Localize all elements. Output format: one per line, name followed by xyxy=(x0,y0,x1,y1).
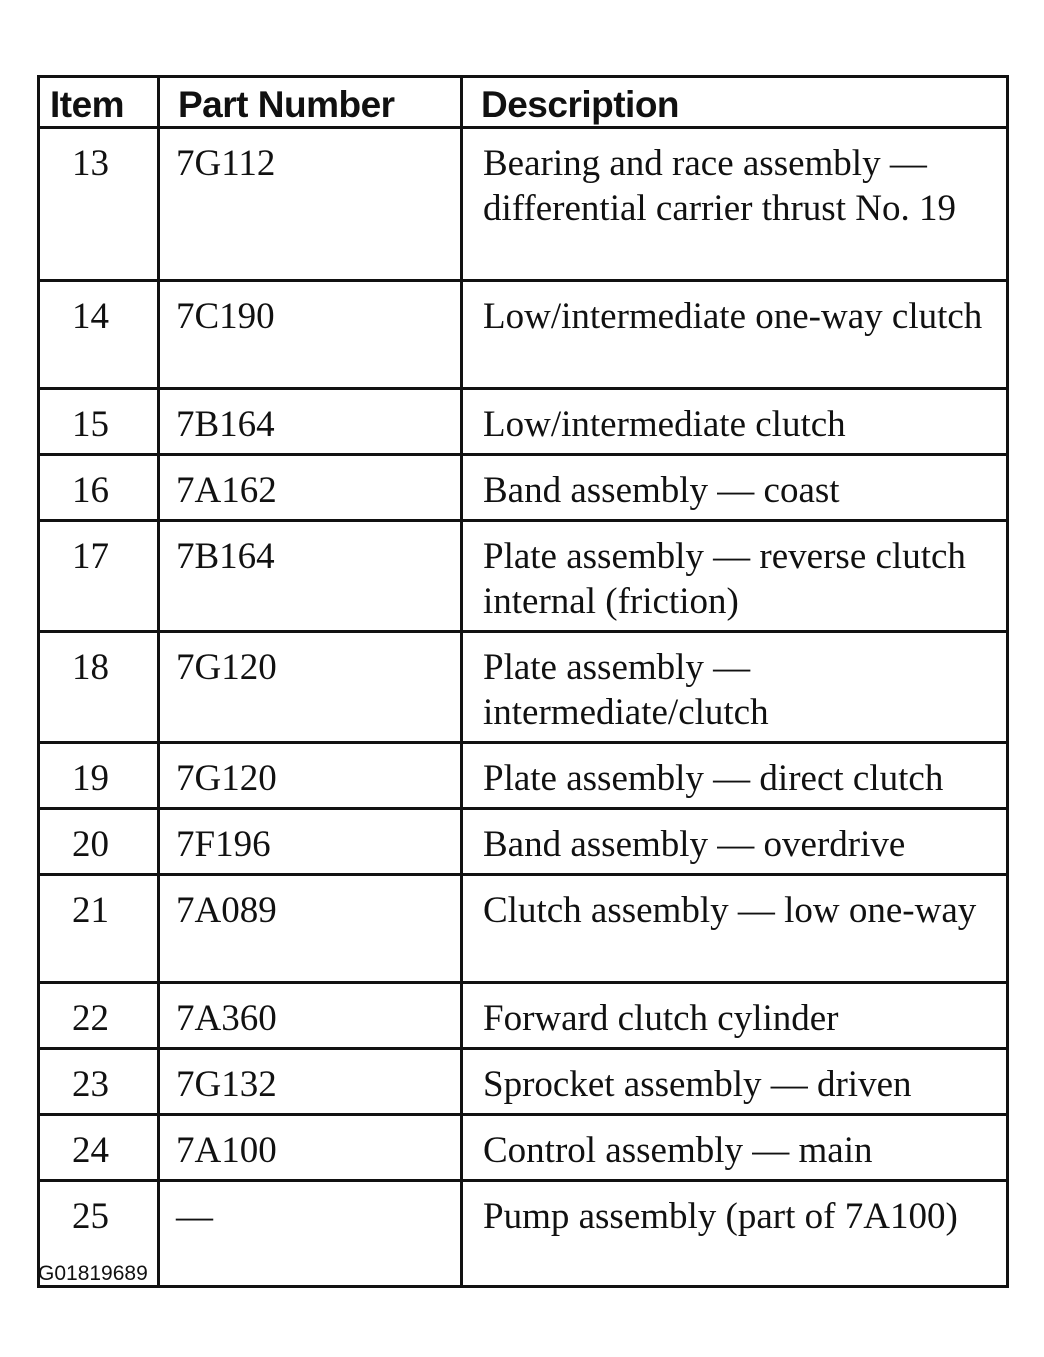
description-cell: Forward clutch cylinder xyxy=(462,983,1008,1049)
part-number-cell: 7A089 xyxy=(159,875,462,983)
item-cell: 25 xyxy=(39,1181,159,1287)
part-number-cell: 7B164 xyxy=(159,521,462,632)
table-row xyxy=(39,875,1008,983)
description-cell: Clutch assembly — low one-way xyxy=(462,875,1008,983)
header-description: Description xyxy=(462,77,1008,128)
description-cell: Band assembly — overdrive xyxy=(462,809,1008,875)
figure-id: G01819689 xyxy=(38,1262,148,1285)
item-cell: 16 xyxy=(39,455,159,521)
header-item: Item xyxy=(39,77,159,128)
description-cell: Pump assembly (part of 7A100) xyxy=(462,1181,1008,1287)
description-cell: Low/intermediate clutch xyxy=(462,389,1008,455)
table-row xyxy=(39,983,1008,1049)
description-cell: Band assembly — coast xyxy=(462,455,1008,521)
description-cell: Sprocket assembly — driven xyxy=(462,1049,1008,1115)
part-number-cell: 7C190 xyxy=(159,281,462,389)
description-cell: Low/intermediate one-way clutch xyxy=(462,281,1008,389)
part-number-cell: 7A162 xyxy=(159,455,462,521)
part-number-cell: — xyxy=(159,1181,462,1287)
table-row xyxy=(39,1049,1008,1115)
table-row xyxy=(39,128,1008,281)
item-cell: 19 xyxy=(39,743,159,809)
table-row xyxy=(39,521,1008,632)
item-cell: 15 xyxy=(39,389,159,455)
item-cell: 24 xyxy=(39,1115,159,1181)
item-cell: 14 xyxy=(39,281,159,389)
item-cell: 22 xyxy=(39,983,159,1049)
description-cell: Control assembly — main xyxy=(462,1115,1008,1181)
part-number-cell: 7F196 xyxy=(159,809,462,875)
table-row xyxy=(39,281,1008,389)
item-cell: 23 xyxy=(39,1049,159,1115)
header-part-number: Part Number xyxy=(159,77,462,128)
parts-table xyxy=(37,75,1009,1288)
table-row xyxy=(39,743,1008,809)
table-row xyxy=(39,455,1008,521)
description-cell: Plate assembly — intermediate/clutch xyxy=(462,632,1008,743)
table-row xyxy=(39,389,1008,455)
item-cell: 18 xyxy=(39,632,159,743)
table-row xyxy=(39,632,1008,743)
item-cell: 20 xyxy=(39,809,159,875)
item-cell: 13 xyxy=(39,128,159,281)
part-number-cell: 7G112 xyxy=(159,128,462,281)
table-row xyxy=(39,1181,1008,1287)
item-cell: 21 xyxy=(39,875,159,983)
part-number-cell: 7G120 xyxy=(159,743,462,809)
table-row xyxy=(39,1115,1008,1181)
part-number-cell: 7B164 xyxy=(159,389,462,455)
table-header-row xyxy=(39,77,1008,128)
description-cell: Plate assembly — direct clutch xyxy=(462,743,1008,809)
part-number-cell: 7G132 xyxy=(159,1049,462,1115)
table-row xyxy=(39,809,1008,875)
description-cell: Bearing and race assembly — differential carrier thrust No. 19 xyxy=(462,128,1008,281)
item-cell: 17 xyxy=(39,521,159,632)
part-number-cell: 7A100 xyxy=(159,1115,462,1181)
part-number-cell: 7G120 xyxy=(159,632,462,743)
part-number-cell: 7A360 xyxy=(159,983,462,1049)
description-cell: Plate assembly — reverse clutch internal (friction) xyxy=(462,521,1008,632)
